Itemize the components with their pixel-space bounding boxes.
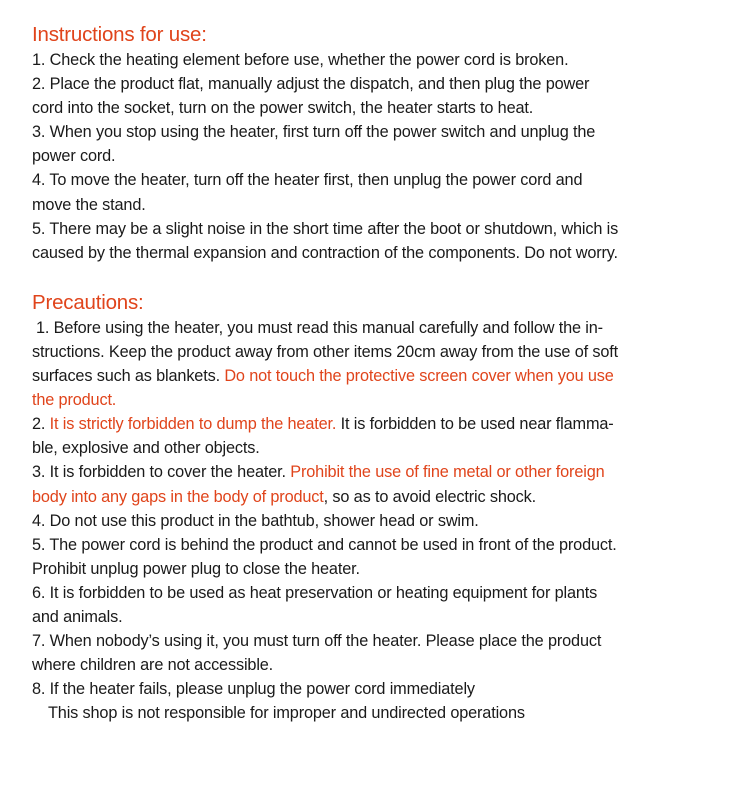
- precaution-text: surfaces such as blankets.: [32, 367, 225, 386]
- instructions-section: [32, 22, 732, 265]
- section-spacer: [32, 265, 732, 290]
- precaution-line: 6. It is forbidden to be used as heat preservation or heating equipment for plants: [32, 583, 598, 602]
- precaution-line: 5. The power cord is behind the product and cannot be used in front of the product.: [32, 535, 617, 554]
- precaution-line: structions. Keep the product away from other items 20cm away from the use of soft: [32, 342, 619, 361]
- precaution-line: 7. When nobody’s using it, you must turn off the heater. Please place the product: [32, 632, 602, 651]
- precaution-line: and animals.: [32, 607, 123, 626]
- precautions-heading: Precautions:: [32, 290, 144, 314]
- precaution-line: [32, 460, 732, 484]
- precaution-warning-text: Do not touch the protective screen cover when you use: [224, 367, 614, 386]
- disclaimer-line: This shop is not responsible for improper and undirected operations: [48, 704, 525, 723]
- precaution-warning-text: body into any gaps in the body of product: [32, 487, 324, 506]
- instruction-line: 3. When you stop using the heater, first turn off the power switch and unplug the: [32, 123, 596, 142]
- precaution-number: 2.: [32, 415, 50, 434]
- precaution-warning-text: It is strictly forbidden to dump the heater.: [49, 415, 337, 434]
- precaution-text: It is forbidden to be used near flamma-: [336, 415, 614, 434]
- precaution-line: [32, 364, 732, 388]
- document: [32, 22, 732, 725]
- instruction-line: caused by the thermal expansion and contraction of the components. Do not worry.: [32, 243, 618, 262]
- precaution-warning-line: the product.: [32, 391, 117, 410]
- precaution-line: Prohibit unplug power plug to close the heater.: [32, 559, 360, 578]
- instruction-line: 2. Place the product flat, manually adjust the dispatch, and then plug the power: [32, 75, 590, 94]
- precautions-section: [32, 290, 732, 726]
- instructions-heading: Instructions for use:: [32, 23, 207, 46]
- precaution-text: 3. It is forbidden to cover the heater.: [32, 463, 291, 482]
- precaution-line: [32, 412, 732, 436]
- instruction-line: 1. Check the heating element before use, whether the power cord is broken.: [32, 51, 569, 69]
- precaution-line: 1. Before using the heater, you must read this manual carefully and follow the in-: [36, 318, 603, 337]
- precaution-warning-text: Prohibit the use of fine metal or other foreign: [290, 463, 605, 482]
- instruction-line: cord into the socket, turn on the power switch, the heater starts to heat.: [32, 99, 534, 118]
- precaution-line: where children are not accessible.: [32, 656, 274, 675]
- precaution-line: [32, 485, 732, 509]
- instruction-line: power cord.: [32, 147, 116, 166]
- precaution-text: , so as to avoid electric shock.: [323, 487, 537, 506]
- instruction-line: move the stand.: [32, 195, 146, 214]
- instruction-line: 4. To move the heater, turn off the heater first, then unplug the power cord and: [32, 171, 583, 190]
- precaution-line: ble, explosive and other objects.: [32, 439, 260, 458]
- precaution-line: 8. If the heater fails, please unplug the power cord immediately: [32, 680, 475, 699]
- precaution-line: 4. Do not use this product in the bathtub, shower head or swim.: [32, 511, 479, 530]
- instruction-line: 5. There may be a slight noise in the short time after the boot or shutdown, which is: [32, 219, 619, 238]
